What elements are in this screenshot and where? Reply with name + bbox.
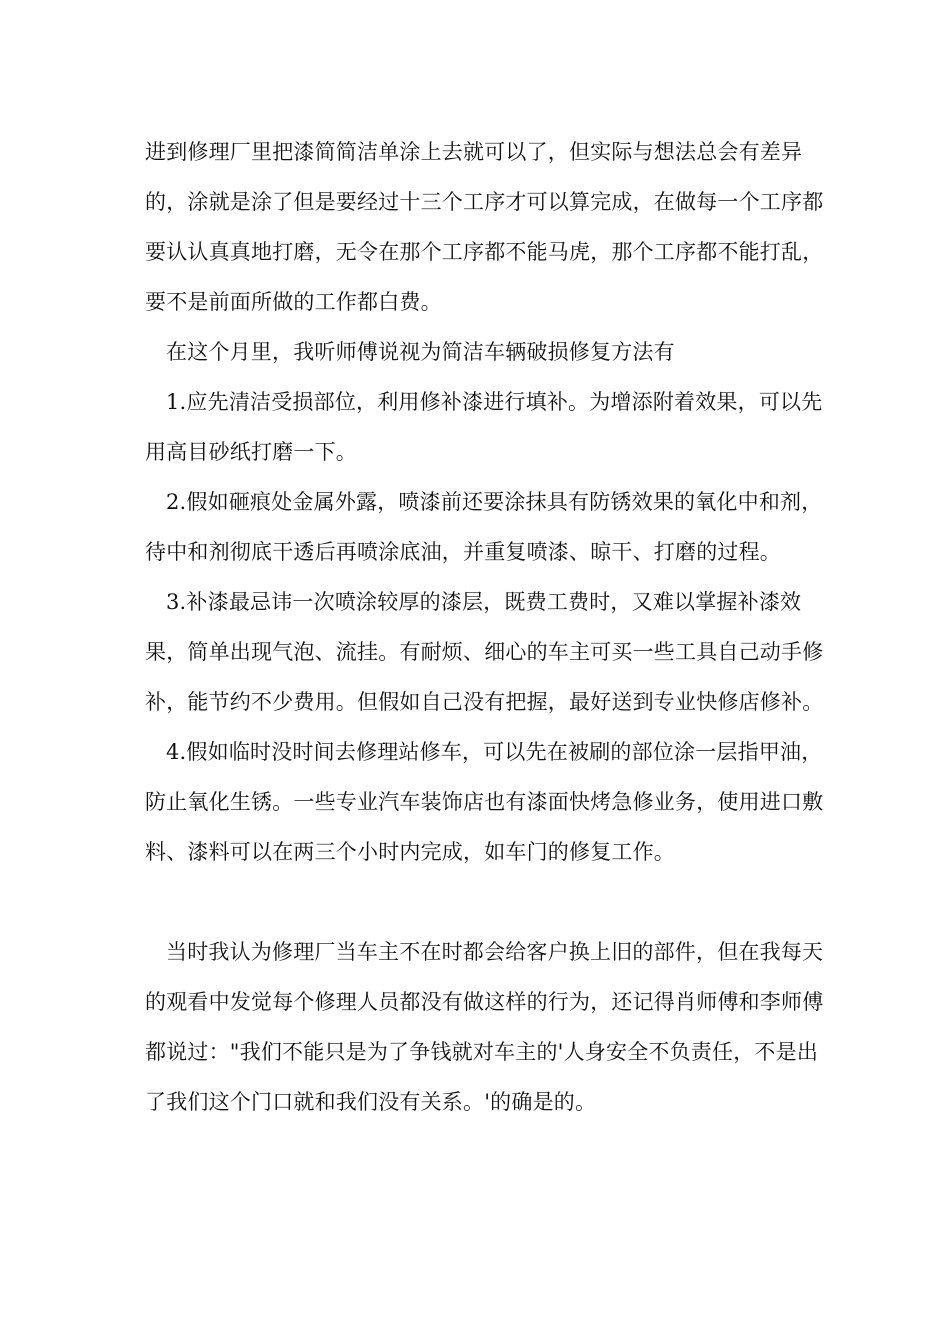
list-item-method-3: 3.补漆最忌讳一次喷涂较厚的漆层，既费工费时，又难以掌握补漆效果，简单出现气泡、流挂。有耐烦、细心的车主可买一些工具自己动手修补，能节约不少费用。但假如自己没有把握，最好送到专业快修店修补。 <box>145 590 824 714</box>
list-item-method-4: 4.假如临时没时间去修理站修车，可以先在被刷的部位涂一层指甲油，防止氧化生锈。一些专业汽车装饰店也有漆面快烤急修业务，使用进口敷料、漆料可以在两三个小时内完成，如车门的修复工作。 <box>145 740 824 864</box>
paragraph-mechanic-ethics: 当时我认为修理厂当车主不在时都会给客户换上旧的部件，但在我每天的观看中发觉每个修理人员都没有做这样的行为，还记得肖师傅和李师傅都说过："我们不能只是为了争钱就对车主的'人身安全不负责任，不是出了我们这个门口就和我们没有关系。'的确是的。 <box>145 940 824 1114</box>
list-item-method-2: 2.假如砸痕处金属外露，喷漆前还要涂抹具有防锈效果的氧化中和剂，待中和剂彻底干透后再喷涂底油，并重复喷漆、晾干、打磨的过程。 <box>145 490 823 564</box>
list-item-method-1: 1.应先清洁受损部位，利用修补漆进行填补。为增添附着效果，可以先用高目砂纸打磨一下。 <box>145 390 823 464</box>
paragraph-repair-methods-intro: 在这个月里，我听师傅说视为简洁车辆破损修复方法有 <box>166 340 675 364</box>
paragraph-painting-process: 进到修理厂里把漆简简洁单涂上去就可以了，但实际与想法总会有差异的，涂就是涂了但是要经过十三个工序才可以算完成，在做每一个工序都要认认真真地打磨，无令在那个工序都不能马虎，那个工序都不能打乱，要不是前面所做的工作都白费。 <box>145 140 824 314</box>
document-body <box>145 127 825 1127</box>
paragraph-spacer <box>145 877 825 927</box>
